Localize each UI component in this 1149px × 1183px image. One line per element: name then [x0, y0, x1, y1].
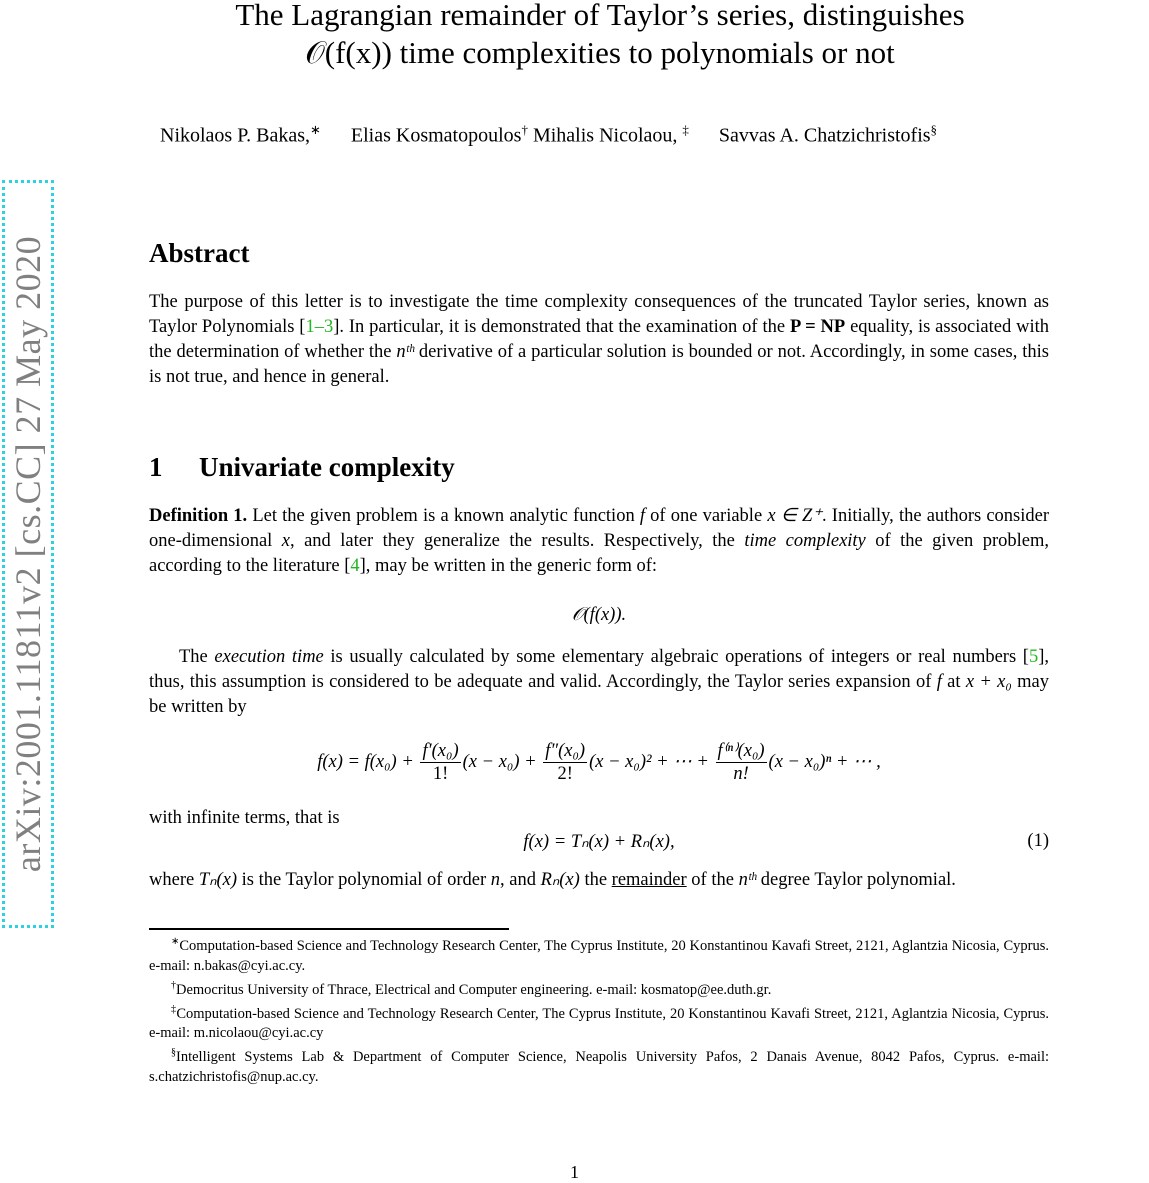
footnote: §Intelligent Systems Lab & Department of Computer Science, Neapolis University Pafos, 2 Danais Avenue, 8042 Pafos, Cyprus. e-mail: s.chatzichristofis@nup.ac.cy. — [149, 1047, 1049, 1086]
fraction: $\frac{\text{f″(x₀)}}{2!}$ — [545, 741, 586, 784]
fraction: $\frac{\text{f′(x₀)}}{1!}$ — [422, 741, 459, 784]
footnote-rule — [149, 928, 509, 930]
equation-big-o: 𝒪(f(x)). — [571, 605, 627, 625]
author: Mihalis Nicolaou, ‡ — [532, 122, 689, 147]
author-list — [160, 122, 937, 148]
page-number: 1 — [570, 1162, 579, 1182]
author: Elias Kosmatopoulos† — [350, 122, 528, 147]
definition-paragraph: Definition 1. Let the given problem is a known analytic function f of one variable x ∈ Z⁺. Initially, the authors consider one-dimensional x, and later they generalize the results. Respectively, the time complexity of the given problem, according to the literature [4], may be written in the generic form of: — [149, 506, 1050, 576]
title-line-2: 𝒪(f(x)) time complexities to polynomials or not — [305, 35, 895, 70]
execution-time-paragraph: The execution time is usually calculated by some elementary algebraic operations of integers or real numbers [5], thus, this assumption is considered to be adequate and valid. Accordingly, the Taylor series expansion of f at x + x₀ may be written by — [149, 647, 1049, 717]
footnote: †Democritus University of Thrace, Electrical and Computer engineering. e-mail: kosmatop@ee.duth.gr. — [171, 979, 772, 998]
with-infinite-terms: with infinite terms, that is — [149, 808, 340, 828]
abstract-heading: Abstract — [149, 238, 250, 268]
equation-1: f(x) = Tₙ(x) + Rₙ(x), (1) — [523, 831, 1049, 852]
abstract-body: The purpose of this letter is to investigate the time complexity consequences of the truncated Taylor series, known as Taylor Polynomials [1–3]. In particular, it is demonstrated that the examination of the P = NP equality, is associated with the determination of whether the nᵗʰ derivative of a particular solution is bounded or not. Accordingly, in some cases, this is not true, and hence in general. — [149, 292, 1049, 387]
citation-link[interactable]: 1–3 — [305, 317, 334, 337]
footnote: ∗Computation-based Science and Technology Research Center, The Cyprus Institute, 20 Konstantinou Kavafi Street, 2121, Aglantzia Nicosia, Cyprus. e-mail: n.bakas@cyi.ac.cy. — [149, 936, 1049, 974]
citation-link[interactable]: 5 — [1028, 647, 1039, 667]
title-line-1: The Lagrangian remainder of Taylor’s series, distinguishes — [235, 0, 965, 32]
author: Nikolaos P. Bakas,∗ — [160, 122, 321, 147]
fraction: $\frac{\text{f⁽ⁿ⁾(x₀)}}{n!}$ — [717, 741, 765, 784]
author: Savvas A. Chatzichristofis§ — [718, 122, 938, 147]
taylor-series-equation: f(x) = f(x₀) + $\frac{\text{f′(x₀)}}{1!}$ (x − x₀) + $\frac{\text{f″(x₀)}}{2!}$ (x − x₀)² + ⋯ + $\frac{\text{f⁽ⁿ⁾(x₀)}}{n!}$ (x − x₀)ⁿ + ⋯ , — [317, 741, 881, 784]
equation-number: (1) — [1027, 831, 1049, 851]
footnote: ‡Computation-based Science and Technology Research Center, The Cyprus Institute, 20 Konstantinou Kavafi Street, 2121, Aglantzia Nicosia, Cyprus. e-mail: m.nicolaou@cyi.ac.cy — [149, 1003, 1049, 1042]
arxiv-stamp-text: arXiv:2001.11811v2 [cs.CC] 27 May 2020 — [8, 235, 48, 873]
citation-link[interactable]: 4 — [350, 556, 360, 576]
section-heading: 1 Univariate complexity — [149, 452, 455, 482]
remainder-paragraph: where Tₙ(x) is the Taylor polynomial of order n, and Rₙ(x) the remainder of the nᵗʰ degree Taylor polynomial. — [149, 870, 956, 890]
arxiv-stamp — [2, 180, 54, 928]
footnotes — [149, 932, 1049, 1087]
paper-title — [150, 0, 1050, 72]
